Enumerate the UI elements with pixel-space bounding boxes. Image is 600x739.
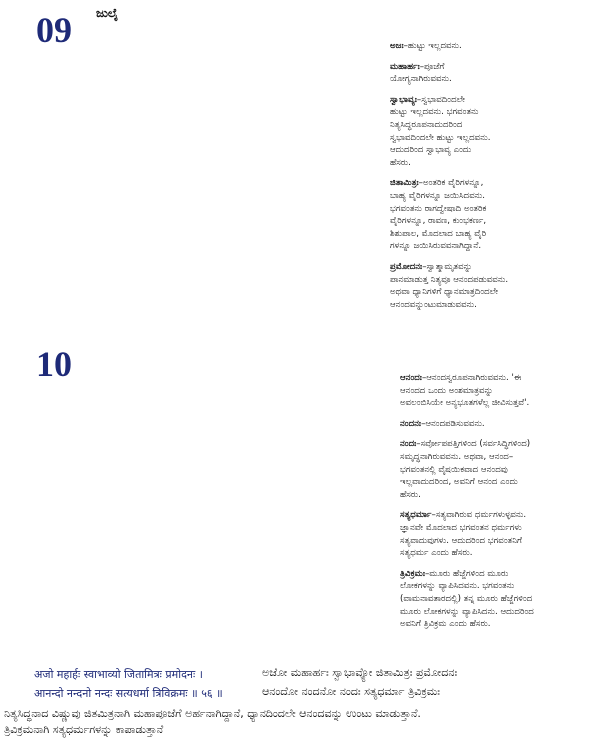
entry-first-line [390,177,590,190]
entry-definition-line: (ವಾಮನಾವತಾರದಲ್ಲಿ) ತನ್ನ ಮೂರು ಹೆಜ್ಜೆಗಳಿಂದ [400,593,533,604]
entry-first-line [400,568,596,581]
entry-term: ತ್ರಿವಿಕ್ರಮಃ [400,568,425,579]
glossary-entry [400,568,596,631]
entry-definition: –ಆನಂದಪಡಿಸುವವನು. [421,418,485,429]
entry-definition-line: ಲೋಕಗಳನ್ನು ವ್ಯಾಪಿಸಿದವನು. ಭಗವಂತನು [400,581,515,592]
entry-definition: –ಅಂತರಿಕ ವೈರಿಗಳನ್ನೂ, [418,178,484,189]
entry-definition-line: ಮೂರು ಲೋಕಗಳನ್ನು ವ್ಯಾಪಿಸಿದನು. ಆದುದರಿಂದ [400,606,534,617]
entry-term: ನಂದಃ [400,439,417,450]
entry-definition-line: ನಿತ್ಯಸಿದ್ಧರೂಪನಾದುದರಿಂದ [390,119,463,130]
entry-definition-line: ಯೋಗ್ಯನಾಗಿರುವವನು. [390,74,452,85]
glossary-entry [400,509,596,559]
entry-definition-line: ಅವನಿಗೆ ತ್ರಿವಿಕ್ರಮ ಎಂದು ಹೆಸರು. [400,619,491,630]
entry-definition-line: ಸ್ವಭಾವದಿಂದಲೇ ಹುಟ್ಟು ಇಲ್ಲದವನು. [390,132,491,143]
entry-definition-line: ಸತ್ಯಧರ್ಮ ಎಂದು ಹೆಸರು. [400,548,473,559]
entry-definition: –ಸತ್ಯವಾಗಿರುವ ಧರ್ಮಗಳುಳ್ಳವನು. [431,510,527,521]
entry-first-line [400,438,596,451]
summary-line-1: ನಿತ್ಯಸಿದ್ಧನಾದ ವಿಷ್ಣುವು ಜಿತಮಿತ್ರನಾಗಿ ಮಹಾಪೂಜೆಗೆ ಅರ್ಹನಾಗಿದ್ದಾನೆ, ಧ್ಯಾನದಿಂದಲೇ ಆನಂದವನ್ನು ಉಂಟು ಮಾಡುತ್ತಾನೆ. [4,707,421,720]
entry-definition: –ಮೂರು ಹೆಜ್ಜೆಗಳಿಂದ ಮೂರು [425,568,509,579]
upper-glossary [390,40,590,319]
entry-first-line [400,418,596,431]
entry-definition-line: ಆನಂದದ ಒಂದು ಅಂಶಮಾತ್ರವನ್ನು [400,385,494,396]
entry-definition: –ಆನಂದಸ್ವರೂಪನಾಗಿರುವವನು. 'ಈ [421,373,522,383]
entry-term: ಪ್ರಮೋದನಃ [390,261,423,272]
entry-term: ನಂದನಃ [400,418,422,429]
entry-term: ಸ್ವಾಭಾವ್ಯಃ [390,94,417,105]
entry-first-line [400,509,596,522]
glossary-entry [390,40,590,53]
glossary-entry [400,372,596,410]
entry-definition-line: ಆನಂದವನ್ನುಂಟುಮಾಡುವವನು. [390,299,477,310]
entry-definition-line: ವೈರಿಗಳನ್ನೂ, ರಾವಣ, ಕುಂಭಕರ್ಣ, [390,216,487,227]
entry-definition: –ಹುಟ್ಟು ಇಲ್ಲದವನು. [403,41,462,51]
entry-definition-line: ಶಿಶುಪಾಲ, ಮೊದಲಾದ ಬಾಹ್ಯ ವೈರಿ [390,228,487,239]
entry-first-line [390,261,590,274]
verse-line-1-kannada: ಅಜೋ ಮಹಾರ್ಹಃ ಸ್ವಾಭಾವ್ಯೋ ಜಿತಾಮಿತ್ರಃ ಪ್ರಮೋದನಃ [262,666,458,679]
glossary-entry [400,438,596,501]
entry-definition-line: ಭಗವಂತನಲ್ಲಿ ವೈಷಯಿಕವಾದ ಆನಂದವು [400,464,508,475]
entry-definition-line: ಪಾನಮಾಡುತ್ತ ನಿತ್ಯವೂ ಆನಂದಪಡುವವನು. [390,274,509,285]
entry-term: ಆನಂದಃ [400,373,422,383]
entry-definition: –ಪೂಜೆಗೆ [419,61,445,72]
entry-definition: –ಸರ್ವೋಪಪತ್ತಿಗಳಿಂದ (ಸರ್ವಸಿದ್ಧಿಗಳಿಂದ) [416,439,531,450]
glossary-entry [390,61,590,86]
glossary-entry [390,261,590,311]
entry-definition-line: ಹೆಸರು. [400,489,421,500]
lower-glossary [400,372,596,639]
entry-definition-line: ಆದುದರಿಂದ ಸ್ವಾಭಾವ್ಯ ಎಂದು [390,145,472,156]
entry-first-line [400,372,596,385]
glossary-entry [400,418,596,431]
month-label: ಜುಲೈ [96,6,119,20]
glossary-entry [390,94,590,170]
day-number-10: 10 [36,344,72,384]
entry-definition-line: ಹುಟ್ಟು ಇಲ್ಲದವನು. ಭಗವಂತನು [390,107,479,118]
entry-definition: –ಸ್ವಭಾವದಿಂದಲೇ [416,94,466,105]
glossary-entry [390,177,590,253]
entry-definition-line: ಜ್ಞಾನವೇ ಮೊದಲಾದ ಭಗವಂತನ ಧರ್ಮಗಳು [400,522,522,533]
entry-definition-line: ಭಗವಂತನು ರಾಗದ್ವೇಷಾದಿ ಅಂತರಿಕ [390,203,487,214]
entry-definition-line: ಅಥವಾ ಧ್ಯಾನಿಗಳಿಗೆ ಧ್ಯಾನಮಾತ್ರದಿಂದಲೇ [390,287,499,298]
entry-term: ಜಿತಾಮಿತ್ರಃ [390,178,419,189]
entry-term: ಸತ್ಯಧರ್ಮಾ [400,510,432,521]
verse-line-1-sanskrit: अजो महार्हः स्वाभाव्यो जितामित्रः प्रमोदनः । [34,668,203,681]
entry-term: ಅಜಃ [390,41,404,51]
verse-line-2-kannada: ಆನಂದೋ ನಂದನೋ ನಂದಃ ಸತ್ಯಧರ್ಮಾ ತ್ರಿವಿಕ್ರಮಃ [262,685,440,698]
entry-definition-line: ಇಲ್ಲವಾದುದರಿಂದ, ಅವನಿಗೆ ಆನಂದ ಎಂದು [400,477,518,488]
entry-definition-line: ಹೆಸರು. [390,157,411,168]
entry-term: ಮಹಾರ್ಹಃ [390,61,420,72]
entry-definition-line: ಗಳನ್ನೂ ಜಯಿಸಿರುವವನಾಗಿದ್ದಾನೆ. [390,241,482,252]
entry-first-line [390,94,590,107]
summary-line-2: ತ್ರಿವಿಕ್ರಮನಾಗಿ ಸತ್ಯಧರ್ಮಗಳನ್ನು ಕಾಪಾಡುತ್ತಾನೆ [4,723,164,736]
entry-first-line [390,61,590,74]
verse-line-2-sanskrit: आनन्दो नन्दनो नन्दः सत्यधर्मा त्रिविक्रमः ॥ ५६ ॥ [34,687,223,700]
entry-definition-line: ಸಮೃದ್ಧನಾಗಿರುವವನು. ಅಥವಾ, ಆನಂದ– [400,451,514,462]
entry-definition-line: ಸತ್ಯವಾದುವುಗಳು. ಆದುದರಿಂದ ಭಗವಂತನಿಗೆ [400,535,522,546]
entry-definition-line: ಅವಲಂಬಿಸಿಯೇ ಅನ್ಯಭೂತಗಳೆಲ್ಲ ಜೀವಿಸುತ್ತವೆ'. [400,398,530,409]
day-number-09: 09 [36,10,72,50]
entry-definition: –ಸ್ವಾತ್ಮಾಮೃತವನ್ನು [422,261,473,272]
entry-first-line [390,40,590,53]
entry-definition-line: ಬಾಹ್ಯ ವೈರಿಗಳನ್ನೂ ಜಯಿಸಿದವನು. [390,190,485,201]
